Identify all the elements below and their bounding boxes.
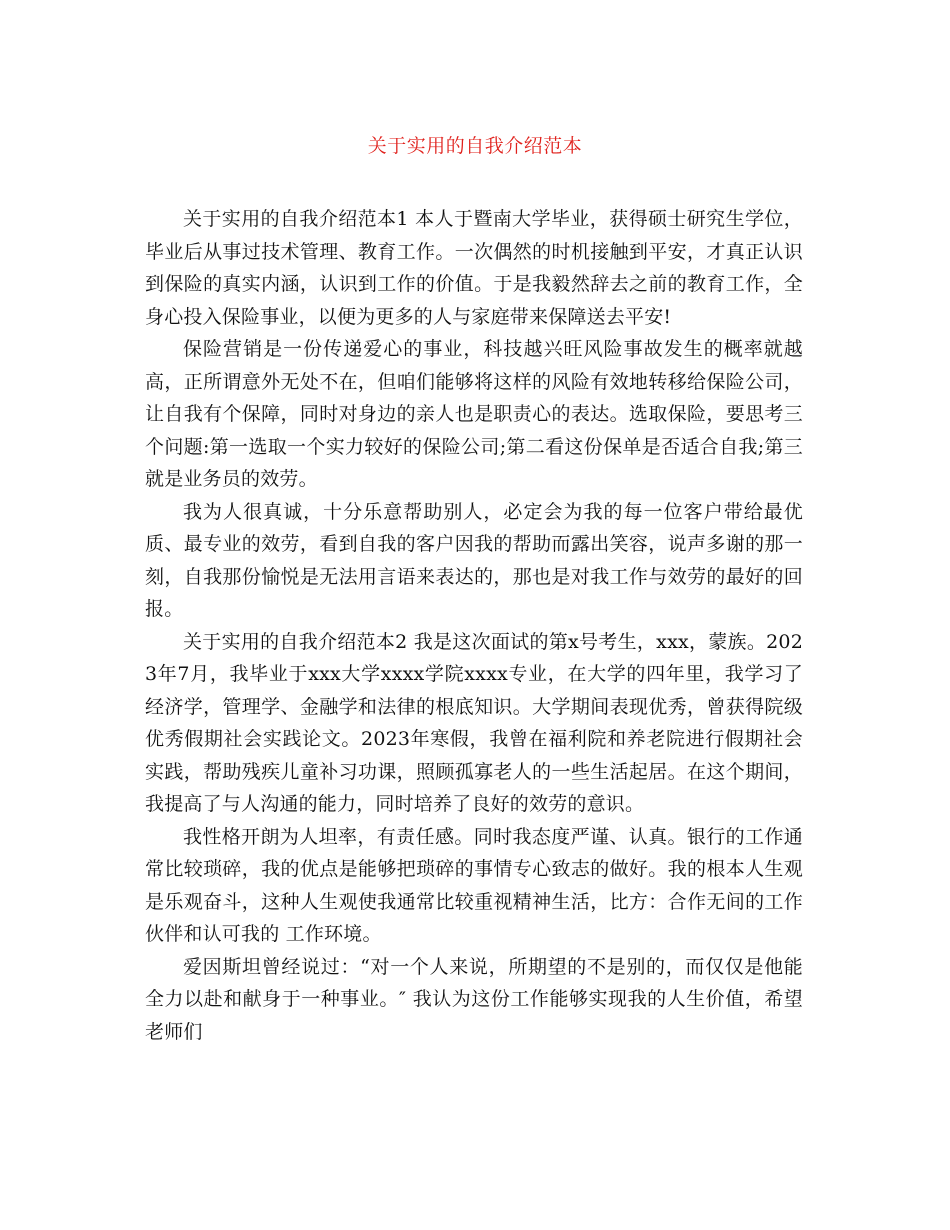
paragraph: 保险营销是一份传递爱心的事业，科技越兴旺风险事故发生的概率就越高，正所谓意外无处不在，但咱们能够将这样的风险有效地转移给保险公司，让自我有个保障，同时对身边的亲人也是职责心的表达。选取保险，要思考三个问题:第一选取一个实力较好的保险公司;第二看这份保单是否适合自我;第三就是业务员的效劳。 <box>145 338 803 490</box>
paragraph: 我性格开朗为人坦率，有责任感。同时我态度严谨、认真。银行的工作通常比较琐碎，我的优点是能够把琐碎的事情专心致志的做好。我的根本人生观是乐观奋斗，这种人生观使我通常比较重视精神生活，比方：合作无间的工作伙伴和认可我的 工作环境。 <box>145 825 803 945</box>
document-body <box>145 203 803 1048</box>
document-title: 关于实用的自我介绍范本 <box>367 135 583 157</box>
paragraph: 关于实用的自我介绍范本2 我是这次面试的第x号考生，xxx，蒙族。2023年7月，我毕业于xxx大学xxxx学院xxxx专业，在大学的四年里，我学习了经济学，管理学、金融学和法律的根底知识。大学期间表现优秀，曾获得院级优秀假期社会实践论文。2023年寒假，我曾在福利院和养老院进行假期社会实践，帮助残疾儿童补习功课，照顾孤寡老人的一些生活起居。在这个期间，我提高了与人沟通的能力，同时培养了良好的效劳的意识。 <box>145 630 803 815</box>
paragraph: 关于实用的自我介绍范本1 本人于暨南大学毕业，获得硕士研究生学位，毕业后从事过技术管理、教育工作。一次偶然的时机接触到平安，才真正认识到保险的真实内涵，认识到工作的价值。于是我毅然辞去之前的教育工作，全身心投入保险事业，以便为更多的人与家庭带来保障送去平安! <box>145 208 803 328</box>
paragraph: 爱因斯坦曾经说过：“对一个人来说，所期望的不是别的，而仅仅是他能全力以赴和献身于一种事业。″ 我认为这份工作能够实现我的人生价值，希望老师们 <box>145 955 803 1043</box>
paragraph: 我为人很真诚，十分乐意帮助别人，必定会为我的每一位客户带给最优质、最专业的效劳，看到自我的客户因我的帮助而露出笑容，说声多谢的那一刻，自我那份愉悦是无法用言语来表达的，那也是对我工作与效劳的最好的回报。 <box>145 500 803 620</box>
